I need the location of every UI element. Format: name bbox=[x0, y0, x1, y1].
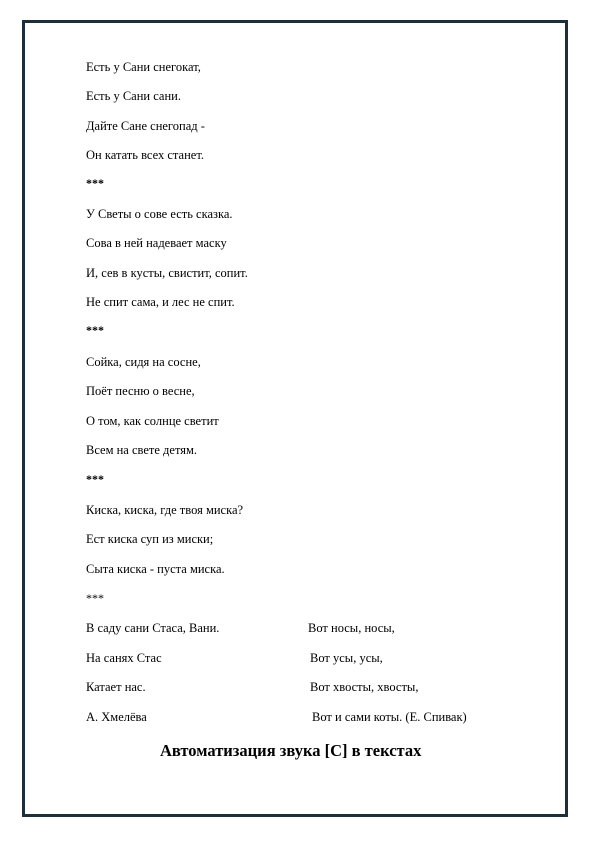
poem-line-left: Катает нас. bbox=[86, 680, 146, 694]
separator: *** bbox=[86, 472, 104, 486]
separator: *** bbox=[86, 176, 104, 190]
poem-line-left: На санях Стас bbox=[86, 651, 162, 665]
poem-line: Сова в ней надевает маску bbox=[86, 236, 227, 250]
poem-line-left: В саду сани Стаса, Вани. bbox=[86, 621, 220, 635]
poem-line-right: Вот и сами коты. (Е. Спивак) bbox=[312, 710, 467, 724]
poem-line: Ест киска суп из миски; bbox=[86, 532, 214, 546]
poem-line: И, сев в кусты, свистит, сопит. bbox=[86, 266, 248, 280]
poem-line: Киска, киска, где твоя миска? bbox=[86, 503, 244, 517]
separator: *** bbox=[86, 591, 104, 605]
poem-line: Есть у Сани сани. bbox=[86, 89, 181, 103]
poem-line: Есть у Сани снегокат, bbox=[86, 60, 201, 74]
poem-line: Он катать всех станет. bbox=[86, 148, 204, 162]
separator: *** bbox=[86, 323, 104, 337]
poem-line: Поёт песню о весне, bbox=[86, 384, 195, 398]
poem-line: У Светы о сове есть сказка. bbox=[86, 207, 233, 221]
poem-line: О том, как солнце светит bbox=[86, 414, 219, 428]
page-heading: Автоматизация звука [С] в текстах bbox=[160, 741, 422, 760]
poem-line: Дайте Сане снегопад - bbox=[86, 119, 205, 133]
poem-line: Сыта киска - пуста миска. bbox=[86, 562, 225, 576]
poem-line-right: Вот носы, носы, bbox=[308, 621, 395, 635]
poem-line: Не спит сама, и лес не спит. bbox=[86, 295, 235, 309]
poem-line: Сойка, сидя на сосне, bbox=[86, 355, 201, 369]
poem-line: Всем на свете детям. bbox=[86, 443, 198, 457]
poem-line-right: Вот усы, усы, bbox=[310, 651, 383, 665]
poem-line-right: Вот хвосты, хвосты, bbox=[310, 680, 419, 694]
poem-author-left: А. Хмелёва bbox=[86, 710, 147, 724]
